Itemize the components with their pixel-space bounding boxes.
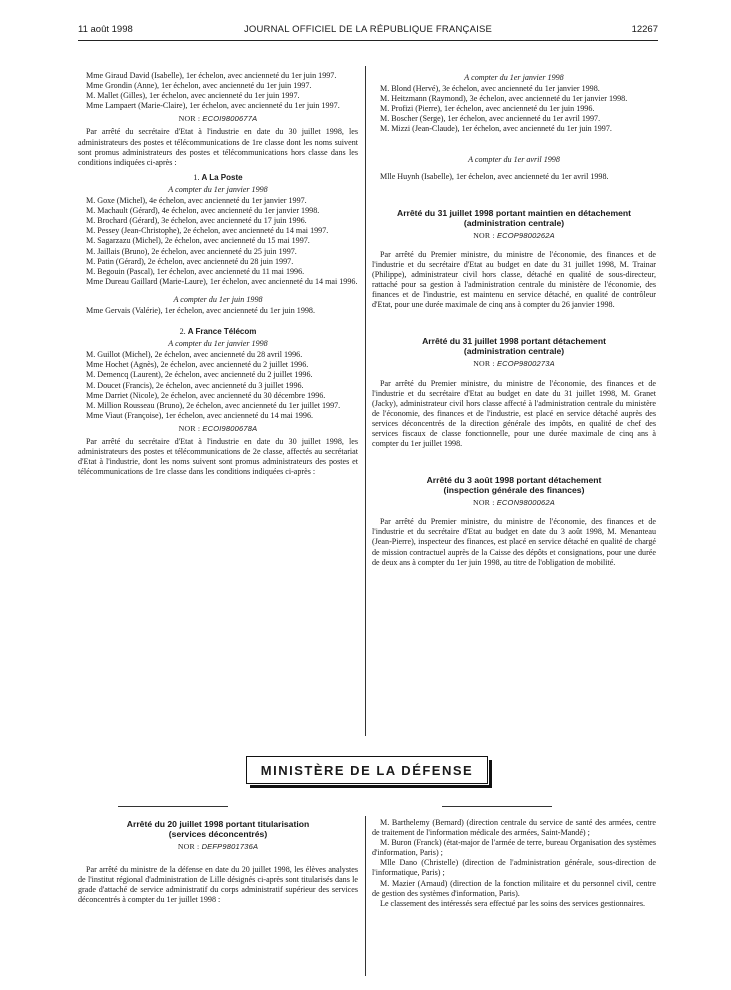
paragraph: Par arrêté du Premier ministre, du ministre de l'économie, des finances et de l'industrie et du secrétaire d'Etat au budget en date du 31 juillet 1998, M. Granet (Jacky), administrateur civil hors classe affecté à l'administration centrale du ministère de l'économie, des finances et de l'industrie, est placé en service détaché auprès des services déconcentrés de la direction générale des impôts, en qualité de chef des services fiscaux de classe fonctionnelle, pour une durée maximale de cinq ans à compter du 1er juillet 1998. bbox=[372, 378, 656, 449]
ministry-banner bbox=[246, 756, 488, 784]
section-name: A La Poste bbox=[201, 172, 243, 182]
arrete-subtitle: (services déconcentrés) bbox=[168, 829, 268, 839]
nor-reference bbox=[78, 114, 358, 124]
date-subheading: A compter du 1er avril 1998 bbox=[468, 154, 560, 164]
arrete-subtitle: (inspection générale des finances) bbox=[443, 485, 585, 496]
journal-title: JOURNAL OFFICIEL DE LA RÉPUBLIQUE FRANÇAISE bbox=[243, 24, 493, 35]
list-item: M. Blond (Hervé), 3e échelon, avec ancienneté du 1er janvier 1998. bbox=[380, 84, 600, 94]
list-item: Mlle Dano (Christelle) (direction de l'administration générale, sous-direction de l'informatique, Paris) ; bbox=[372, 858, 656, 878]
nor-label: NOR : bbox=[177, 842, 200, 851]
arrete-maintien-detachement bbox=[372, 208, 656, 311]
paragraph: Par arrêté du Premier ministre, du ministre de l'économie, des finances et de l'industrie et du secrétaire d'Etat au budget en date du 31 juillet 1998, M. Trainar (Philippe), administrateur civil hors classe, détaché en qualité de sous-directeur, rattaché pour sa gestion à l'administration centrale du ministère de l'économie, des finances et de l'industrie, est maintenu en service détaché, en qualité de contrôleur d'Etat, pour une durée maximale de cinq ans à compter du 26 janvier 1998. bbox=[372, 249, 656, 310]
arrete-detachement-igf bbox=[372, 475, 656, 568]
arrete-title bbox=[372, 208, 656, 228]
nor-code: DEFP9801736A bbox=[201, 842, 259, 851]
list-item: M. Machault (Gérard), 4e échelon, avec ancienneté du 1er janvier 1998. bbox=[86, 206, 320, 216]
nor-code: ECOP9800262A bbox=[496, 230, 555, 240]
list-item: M. Buron (Franck) (état-major de l'armée de terre, bureau Organisation des systèmes d'information, Paris) ; bbox=[372, 838, 656, 858]
list-item: Mme Gervais (Valérie), 1er échelon, avec ancienneté du 1er juin 1998. bbox=[86, 305, 315, 315]
arrete-title-line: Arrêté du 3 août 1998 portant détachement bbox=[426, 475, 602, 486]
arrete-title bbox=[372, 475, 656, 495]
list-item: M. Profizi (Pierre), 1er échelon, avec ancienneté du 1er juin 1996. bbox=[380, 104, 595, 114]
separator-rule bbox=[118, 806, 228, 807]
paragraph: Par arrêté du Premier ministre, du ministre de l'économie, des finances et de l'industrie et du secrétaire d'Etat au budget en date du 3 août 1998, M. Menanteau (Jean-Pierre), inspecteur des finances, est placé en service détaché en qualité de chargé de mission contractuel auprès de la Caisse des dépôts et consignations, pour une durée de deux ans à compter du 1er juin 1998, au titre de l'obligation de mobilité. bbox=[372, 517, 656, 567]
left-column bbox=[78, 71, 358, 477]
list-item: M. Mazier (Arnaud) (direction de la fonction militaire et du personnel civil, centre de gestion des systèmes d'information, Paris). bbox=[372, 878, 656, 898]
date-subheading: A compter du 1er janvier 1998 bbox=[464, 73, 564, 82]
paragraph: Mme Lampaert (Marie-Claire), 1er échelon, avec ancienneté du 1er juin 1997. bbox=[86, 101, 340, 111]
paragraph: Par arrêté du secrétaire d'Etat à l'industrie en date du 30 juillet 1998, les administrateurs des postes et télécommunications de 1re classe dont les noms suivent sont promus administrateurs des postes et télécommunications hors classe dans les conditions indiquées ci-après : bbox=[78, 127, 358, 167]
list-item: Mme Hochet (Agnès), 2e échelon, avec ancienneté du 2 juillet 1996. bbox=[86, 360, 309, 370]
arrete-detachement-admin bbox=[372, 336, 656, 449]
list-item: M. Jaillais (Bruno), 2e échelon, avec ancienneté du 25 juin 1997. bbox=[86, 246, 297, 256]
list-item: M. Barthelemy (Bernard) (direction centrale du service de santé des armées, centre de traitement de l'information médicale des armées, Saint-Mandé) ; bbox=[372, 818, 656, 838]
arrete-subtitle: (administration centrale) bbox=[463, 217, 565, 228]
list-item: M. Doucet (Francis), 2e échelon, avec ancienneté du 3 juillet 1996. bbox=[86, 380, 304, 390]
nor-reference bbox=[78, 842, 358, 852]
section-heading bbox=[78, 173, 358, 183]
list-item: M. Sagarzazu (Michel), 2e échelon, avec ancienneté du 15 mai 1997. bbox=[86, 236, 310, 246]
list-item: M. Goxe (Michel), 4e échelon, avec ancienneté du 1er janvier 1997. bbox=[86, 196, 307, 206]
section-number: 2. bbox=[179, 327, 186, 337]
list-item: Mlle Huynh (Isabelle), 1er échelon, avec ancienneté du 1er avril 1998. bbox=[380, 171, 609, 181]
bottom-right-column bbox=[372, 818, 656, 909]
arrete-title-line: Arrêté du 31 juillet 1998 portant détachement bbox=[422, 336, 606, 347]
list-item: M. Demencq (Laurent), 2e échelon, avec ancienneté du 2 juillet 1996. bbox=[86, 370, 313, 380]
separator-rule bbox=[442, 806, 552, 807]
promotion-list bbox=[372, 84, 656, 134]
header-date: 11 août 1998 bbox=[78, 24, 133, 35]
list-item: M. Guillot (Michel), 2e échelon, avec ancienneté du 28 avril 1996. bbox=[86, 350, 303, 360]
list-item: M. Pessey (Jean-Christophe), 2e échelon, avec ancienneté du 14 mai 1997. bbox=[86, 226, 329, 236]
list-item: M. Brochard (Gérard), 3e échelon, avec ancienneté du 17 juin 1996. bbox=[86, 216, 307, 226]
paragraph: Par arrêté du ministre de la défense en date du 20 juillet 1998, les élèves analystes de l'institut régional d'administration de Lille désignés ci-après sont titularisés dans le grade d'attaché de service administratif du corps administratif supérieur des services déconcentrés à compter du 1er juillet 1998 : bbox=[78, 865, 358, 905]
list-item: M. Heitzmann (Raymond), 3e échelon, avec ancienneté du 1er janvier 1998. bbox=[380, 94, 628, 104]
nor-reference bbox=[372, 359, 656, 369]
nor-reference bbox=[372, 498, 656, 508]
nor-code: ECOI9800678A bbox=[202, 423, 258, 433]
section-number: 1. bbox=[193, 172, 200, 182]
nor-reference bbox=[372, 231, 656, 241]
list-item: Mme Viaut (Françoise), 1er échelon, avec ancienneté du 14 mai 1996. bbox=[86, 410, 314, 420]
nor-label: NOR : bbox=[473, 359, 495, 369]
arrete-title bbox=[372, 336, 656, 356]
list-item: Mme Dureau Gaillard (Marie-Laure), 1er échelon, avec ancienneté du 14 mai 1996. bbox=[86, 276, 358, 286]
header-rule bbox=[78, 40, 658, 41]
date-subheading: A compter du 1er janvier 1998 bbox=[168, 339, 268, 349]
arrete-subtitle: (administration centrale) bbox=[463, 346, 565, 357]
paragraph: Le classement des intéressés sera effectué par les soins des services gestionnaires. bbox=[380, 898, 646, 908]
page-header bbox=[78, 24, 658, 38]
page-number: 12267 bbox=[631, 24, 658, 35]
column-divider bbox=[365, 816, 366, 976]
promotion-list bbox=[78, 350, 358, 421]
nor-code: ECOI9800677A bbox=[202, 114, 258, 124]
ministry-title: MINISTÈRE DE LA DÉFENSE bbox=[260, 762, 474, 778]
column-divider bbox=[365, 66, 366, 736]
bottom-left-column bbox=[78, 815, 358, 905]
section-name: A France Télécom bbox=[187, 327, 257, 337]
list-item: Mme Darriet (Nicole), 2e échelon, avec ancienneté du 30 décembre 1996. bbox=[86, 390, 326, 400]
paragraph: Mme Grondin (Anne), 1er échelon, avec ancienneté du 1er juin 1997. bbox=[86, 81, 312, 91]
date-subheading: A compter du 1er juin 1998 bbox=[173, 294, 263, 304]
right-column bbox=[372, 71, 656, 568]
nor-reference bbox=[78, 424, 358, 434]
nor-label: NOR : bbox=[472, 498, 495, 508]
nor-label: NOR : bbox=[473, 230, 495, 240]
arrete-title-line: Arrêté du 20 juillet 1998 portant titularisation bbox=[126, 819, 310, 829]
list-item: M. Million Rousseau (Bruno), 2e échelon, avec ancienneté du 1er juillet 1997. bbox=[86, 400, 341, 410]
list-item: M. Boscher (Serge), 1er échelon, avec ancienneté du 1er avril 1997. bbox=[380, 114, 601, 124]
nor-label: NOR : bbox=[178, 114, 201, 124]
nor-label: NOR : bbox=[178, 423, 201, 433]
paragraph: M. Mallet (Gilles), 1er échelon, avec ancienneté du 1er juin 1997. bbox=[86, 91, 300, 101]
nor-code: ECOP9800273A bbox=[496, 359, 555, 369]
nor-code: ECON9800062A bbox=[496, 498, 555, 508]
paragraph: Mme Giraud David (Isabelle), 1er échelon, avec ancienneté du 1er juin 1997. bbox=[86, 71, 337, 80]
arrete-title bbox=[78, 819, 358, 839]
promotion-list bbox=[78, 196, 358, 287]
date-subheading: A compter du 1er janvier 1998 bbox=[168, 184, 268, 194]
section-heading bbox=[78, 327, 358, 337]
list-item: M. Begouin (Pascal), 1er échelon, avec ancienneté du 11 mai 1996. bbox=[86, 266, 305, 276]
paragraph: Par arrêté du secrétaire d'Etat à l'industrie en date du 30 juillet 1998, les administrateurs des postes et télécommunications de 2e classe, affectés au secrétariat d'Etat à l'industrie, dont les noms suivent sont promus administrateurs des postes et télécommunications de 1re classe dans les conditions indiquées ci-après : bbox=[78, 437, 358, 477]
arrete-title-line: Arrêté du 31 juillet 1998 portant maintien en détachement bbox=[396, 207, 631, 218]
list-item: M. Patin (Gérard), 2e échelon, avec ancienneté du 28 juin 1997. bbox=[86, 256, 294, 266]
list-item: M. Mizzi (Jean-Claude), 1er échelon, avec ancienneté du 1er juin 1997. bbox=[380, 124, 612, 134]
